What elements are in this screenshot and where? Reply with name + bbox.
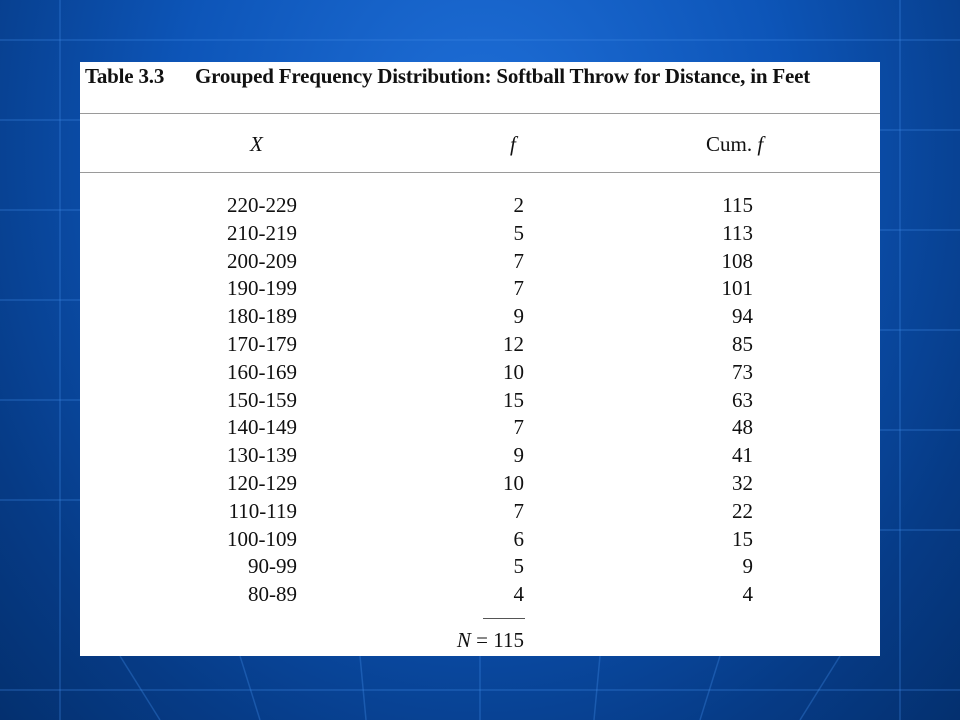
column-header-f: f bbox=[510, 132, 516, 156]
column-header-cum-f bbox=[706, 132, 763, 157]
table-row bbox=[80, 303, 880, 331]
frequency-cell: 4 bbox=[513, 582, 524, 607]
frequency-cell: 2 bbox=[513, 193, 524, 217]
interval-cell: 160-169 bbox=[227, 359, 297, 384]
table-row bbox=[80, 581, 880, 609]
table-row bbox=[80, 470, 880, 498]
interval-cell: 100-109 bbox=[227, 526, 297, 551]
total-value: = 115 bbox=[476, 628, 524, 652]
cumulative-frequency-cell: 48 bbox=[732, 415, 753, 440]
cumulative-frequency-cell: 113 bbox=[722, 220, 753, 245]
frequency-table bbox=[80, 62, 880, 656]
table-row bbox=[80, 553, 880, 581]
frequency-cell: 9 bbox=[513, 443, 524, 468]
frequency-cell: 5 bbox=[513, 554, 524, 579]
table-row bbox=[80, 387, 880, 415]
cumulative-frequency-cell: 94 bbox=[732, 304, 753, 329]
frequency-cell: 15 bbox=[503, 387, 524, 412]
cumulative-frequency-cell: 4 bbox=[742, 582, 753, 607]
interval-cell: 210-219 bbox=[227, 220, 297, 245]
interval-cell: 140-149 bbox=[227, 415, 297, 440]
table-title bbox=[85, 64, 810, 89]
frequency-cell: 10 bbox=[503, 470, 524, 495]
table-row bbox=[80, 414, 880, 442]
table-caption: Grouped Frequency Distribution: Softball Throw for Distance, in Feet bbox=[195, 64, 811, 88]
table-number: Table 3.3 bbox=[85, 64, 165, 88]
cumulative-frequency-cell: 15 bbox=[732, 526, 753, 551]
sum-rule bbox=[483, 618, 525, 619]
frequency-cell: 12 bbox=[503, 331, 524, 356]
cumulative-frequency-cell: 108 bbox=[721, 248, 753, 273]
cumulative-frequency-cell: 22 bbox=[732, 498, 753, 523]
interval-cell: 190-199 bbox=[227, 276, 297, 301]
table-row bbox=[80, 220, 880, 248]
header-rule bbox=[80, 172, 880, 173]
frequency-cell: 7 bbox=[513, 248, 524, 273]
interval-cell: 150-159 bbox=[227, 387, 297, 412]
table-row bbox=[80, 442, 880, 470]
cum-prefix: Cum. bbox=[706, 132, 753, 156]
interval-cell: 220-229 bbox=[227, 193, 297, 217]
frequency-cell: 7 bbox=[513, 415, 524, 440]
table-row bbox=[80, 359, 880, 387]
column-header-x: X bbox=[250, 132, 263, 156]
cum-variable: f bbox=[757, 132, 764, 156]
frequency-cell: 9 bbox=[513, 304, 524, 329]
cumulative-frequency-cell: 101 bbox=[721, 276, 753, 301]
frequency-cell: 6 bbox=[513, 526, 524, 551]
cumulative-frequency-cell: 41 bbox=[732, 443, 753, 468]
total-label: N bbox=[456, 628, 471, 652]
frequency-cell: 7 bbox=[513, 498, 524, 523]
interval-cell: 120-129 bbox=[227, 470, 297, 495]
top-rule bbox=[80, 113, 880, 114]
interval-cell: 170-179 bbox=[227, 331, 297, 356]
table-body bbox=[80, 192, 880, 609]
table-row bbox=[80, 498, 880, 526]
table-row bbox=[80, 192, 880, 220]
frequency-cell: 7 bbox=[513, 276, 524, 301]
table-row bbox=[80, 526, 880, 554]
total-n bbox=[410, 628, 524, 653]
table-row bbox=[80, 275, 880, 303]
cumulative-frequency-cell: 9 bbox=[742, 554, 753, 579]
table-row bbox=[80, 248, 880, 276]
cumulative-frequency-cell: 85 bbox=[732, 331, 753, 356]
interval-cell: 90-99 bbox=[248, 554, 297, 579]
table-row bbox=[80, 331, 880, 359]
cumulative-frequency-cell: 63 bbox=[732, 387, 753, 412]
interval-cell: 130-139 bbox=[227, 443, 297, 468]
interval-cell: 110-119 bbox=[228, 498, 297, 523]
interval-cell: 180-189 bbox=[227, 304, 297, 329]
frequency-cell: 5 bbox=[513, 220, 524, 245]
cumulative-frequency-cell: 115 bbox=[722, 193, 753, 217]
cumulative-frequency-cell: 32 bbox=[732, 470, 753, 495]
cumulative-frequency-cell: 73 bbox=[732, 359, 753, 384]
interval-cell: 200-209 bbox=[227, 248, 297, 273]
frequency-cell: 10 bbox=[503, 359, 524, 384]
interval-cell: 80-89 bbox=[248, 582, 297, 607]
